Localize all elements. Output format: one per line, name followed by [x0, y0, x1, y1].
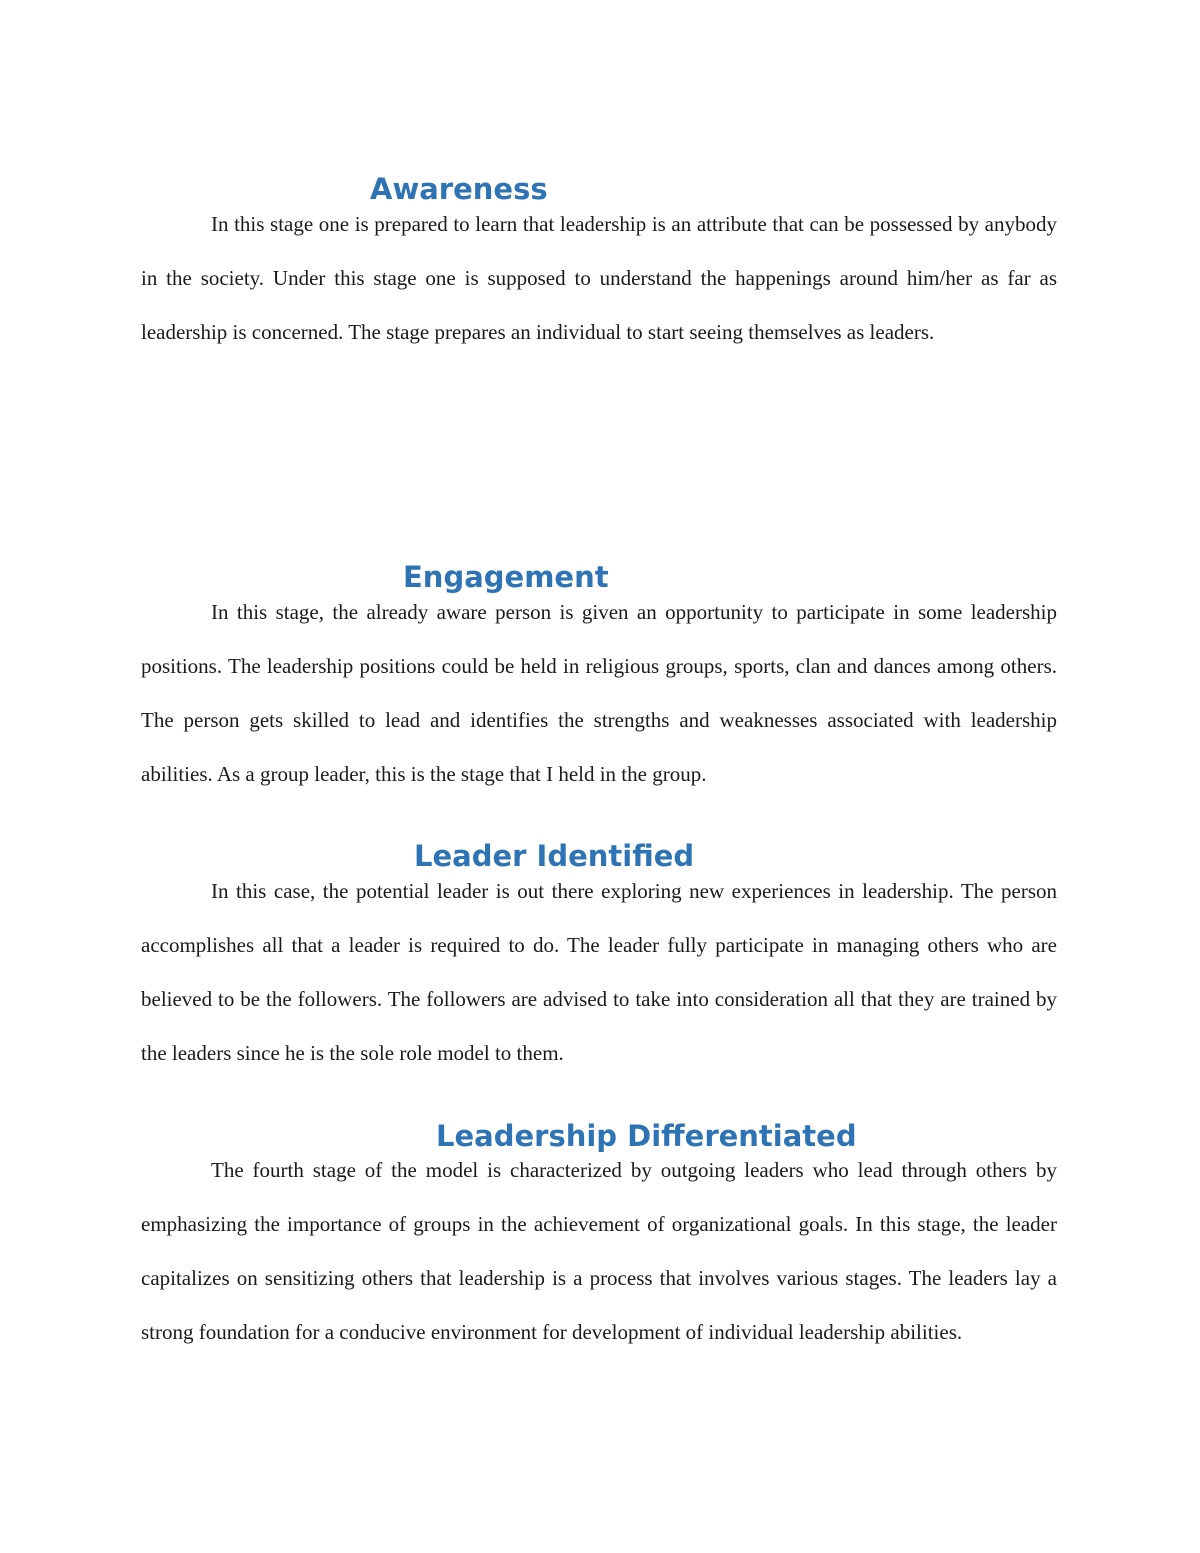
section-body-engagement: In this stage, the already aware person is given an opportunity to participate in some leadership positions. The leadership positions could be held in religious groups, sports, clan and dances among others. The person gets skilled to lead and identifies the strengths and weaknesses associated with leadership abilities. As a group leader, this is the stage that I held in the group. [141, 600, 1057, 786]
section-body-leadership-differentiated: The fourth stage of the model is characterized by outgoing leaders who lead through others by emphasizing the importance of groups in the achievement of organizational goals. In this stage, the leader capitalizes on sensitizing others that leadership is a process that involves various stages. The leaders lay a strong foundation for a conducive environment for development of individual leadership abilities. [141, 1158, 1057, 1344]
section-body-awareness: In this stage one is prepared to learn that leadership is an attribute that can be possessed by anybody in the society. Under this stage one is supposed to understand the happenings around him/her as far as leadership is concerned. The stage prepares an individual to start seeing themselves as leaders. [141, 212, 1057, 344]
section-heading-leader-identified: Leader Identified [414, 839, 695, 873]
section-body-leader-identified: In this case, the potential leader is out there exploring new experiences in leadership. The person accomplishes all that a leader is required to do. The leader fully participate in managing others who are believed to be the followers. The followers are advised to take into consideration all that they are trained by the leaders since he is the sole role model to them. [141, 879, 1057, 1065]
section-heading-awareness: Awareness [370, 172, 548, 206]
section-heading-engagement: Engagement [403, 560, 609, 594]
section-heading-leadership-differentiated: Leadership Differentiated [436, 1119, 857, 1153]
